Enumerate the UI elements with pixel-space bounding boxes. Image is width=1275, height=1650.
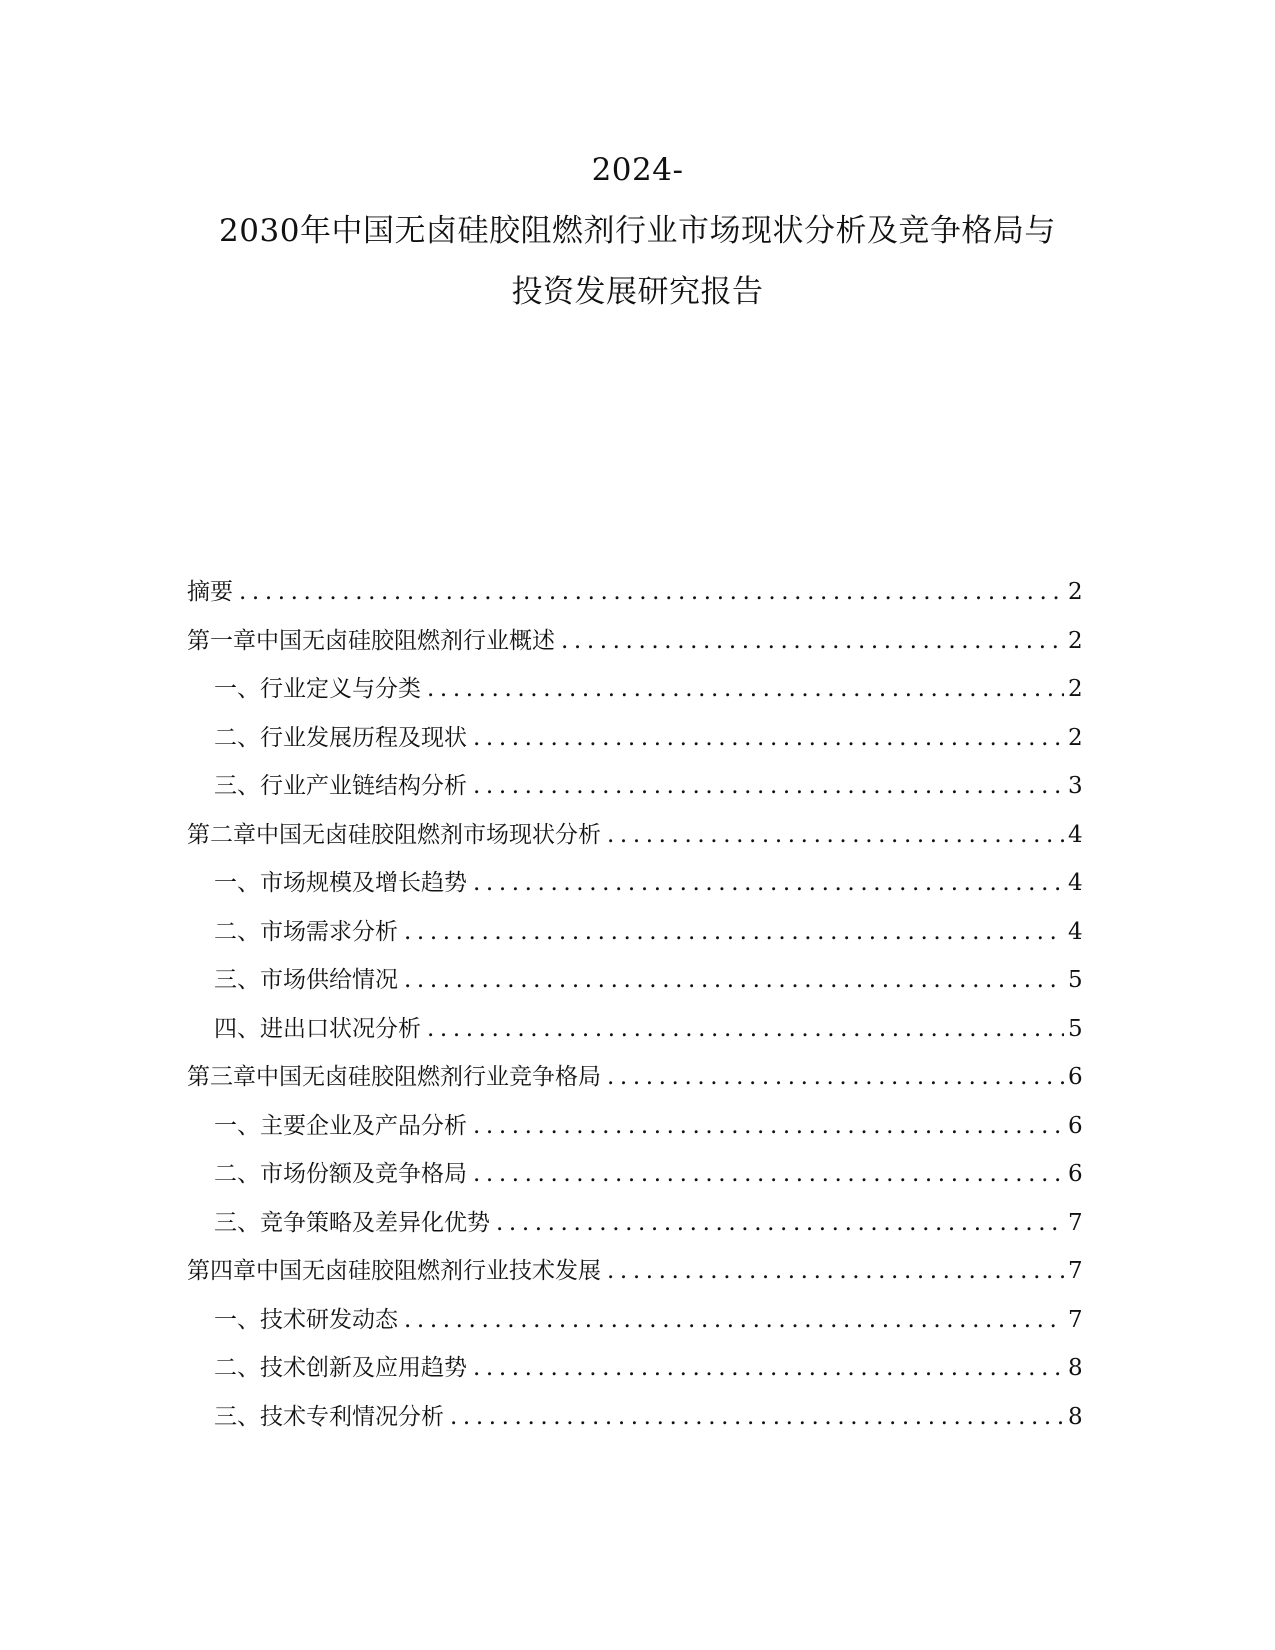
toc-entry[interactable] — [187, 1199, 1082, 1248]
toc-entry-page-number: 2 — [1068, 724, 1083, 751]
toc-entry-number: 一、 — [214, 676, 260, 702]
toc-entry-page-number: 2 — [1068, 627, 1083, 654]
toc-entry-label: 主要企业及产品分析 — [260, 1112, 467, 1139]
toc-dot-leader — [473, 1102, 1064, 1151]
toc-entry-number: 三、 — [214, 1403, 260, 1430]
toc-entry-number: 三、 — [214, 967, 260, 993]
toc-entry-number: 二、 — [214, 1355, 260, 1381]
toc-dot-leader — [427, 1005, 1064, 1054]
toc-entry-label: 市场需求分析 — [260, 918, 398, 945]
toc-entry-label: 技术研发动态 — [260, 1306, 398, 1333]
toc-dot-leader — [427, 665, 1064, 714]
toc-entry-label: 市场份额及竞争格局 — [260, 1161, 467, 1187]
toc-entry-number: 一、 — [214, 1306, 260, 1333]
toc-entry-page-number: 4 — [1068, 870, 1083, 896]
toc-entry-label: 技术专利情况分析 — [260, 1403, 444, 1430]
toc-entry-number: 二、 — [214, 724, 260, 751]
toc-entry[interactable] — [187, 1150, 1082, 1199]
toc-dot-leader — [496, 1199, 1064, 1248]
toc-entry-page-number: 5 — [1068, 1015, 1083, 1042]
toc-dot-leader — [607, 1247, 1064, 1296]
toc-entry-number: 一、 — [214, 1112, 260, 1139]
toc-dot-leader — [473, 762, 1064, 811]
toc-entry-number: 第一章 — [187, 627, 256, 654]
toc-entry-label: 竞争策略及差异化优势 — [260, 1209, 490, 1236]
toc-entry-label: 进出口状况分析 — [260, 1015, 421, 1042]
toc-entry[interactable] — [187, 1005, 1082, 1054]
toc-entry-number: 二、 — [214, 918, 260, 945]
toc-entry-label: 行业发展历程及现状 — [260, 724, 467, 751]
toc-entry-page-number: 4 — [1068, 918, 1083, 945]
toc-entry[interactable] — [187, 1247, 1082, 1296]
toc-dot-leader — [404, 908, 1064, 957]
toc-entry-page-number: 7 — [1068, 1258, 1083, 1284]
toc-entry-label: 中国无卤硅胶阻燃剂行业技术发展 — [256, 1258, 601, 1284]
toc-entry-number: 四、 — [214, 1015, 260, 1042]
toc-dot-leader — [561, 617, 1064, 666]
toc-entry[interactable] — [187, 956, 1082, 1005]
toc-entry-number: 第三章 — [187, 1064, 256, 1090]
toc-entry-label: 技术创新及应用趋势 — [260, 1355, 467, 1381]
toc-entry-page-number: 2 — [1068, 579, 1083, 605]
toc-dot-leader — [473, 714, 1064, 763]
toc-dot-leader — [404, 956, 1064, 1005]
title-line-3: 投资发展研究报告 — [511, 274, 764, 310]
toc-entry-number: 第二章 — [187, 821, 256, 848]
toc-entry-page-number: 8 — [1068, 1355, 1083, 1381]
toc-entry-page-number: 2 — [1068, 676, 1083, 702]
toc-entry-label: 市场规模及增长趋势 — [260, 870, 467, 896]
toc-entry-page-number: 7 — [1068, 1306, 1083, 1333]
toc-entry-number: 三、 — [214, 1209, 260, 1236]
toc-dot-leader — [239, 568, 1064, 617]
toc-entry-number: 第四章 — [187, 1258, 256, 1284]
toc-entry[interactable] — [187, 762, 1082, 811]
toc-entry-number: 一、 — [214, 870, 260, 896]
toc-dot-leader — [450, 1393, 1064, 1442]
toc-entry[interactable] — [187, 1296, 1082, 1345]
toc-entry-number: 三、 — [214, 773, 260, 799]
toc-entry-page-number: 8 — [1068, 1403, 1083, 1430]
toc-entry-label: 中国无卤硅胶阻燃剂市场现状分析 — [256, 821, 601, 848]
title-line-1: 2024- — [591, 152, 684, 188]
toc-entry-number: 二、 — [214, 1161, 260, 1187]
toc-entry-label: 摘要 — [187, 579, 233, 605]
toc-entry-label: 行业产业链结构分析 — [260, 773, 467, 799]
toc-entry-label: 中国无卤硅胶阻燃剂行业竞争格局 — [256, 1064, 601, 1090]
toc-dot-leader — [473, 1150, 1064, 1199]
toc-entry[interactable] — [187, 1102, 1082, 1151]
toc-entry-label: 中国无卤硅胶阻燃剂行业概述 — [256, 627, 555, 654]
toc-entry-page-number: 6 — [1068, 1161, 1083, 1187]
table-of-contents — [187, 568, 1082, 1441]
toc-dot-leader — [607, 1053, 1064, 1102]
toc-dot-leader — [404, 1296, 1064, 1345]
toc-dot-leader — [607, 811, 1064, 860]
toc-entry[interactable] — [187, 1053, 1082, 1102]
toc-entry-page-number: 6 — [1068, 1064, 1083, 1090]
toc-entry-page-number: 5 — [1068, 967, 1083, 993]
toc-entry-page-number: 4 — [1068, 821, 1083, 848]
report-title — [0, 140, 1275, 323]
toc-dot-leader — [473, 859, 1064, 908]
toc-entry[interactable] — [187, 714, 1082, 763]
toc-entry[interactable] — [187, 1344, 1082, 1393]
toc-entry[interactable] — [187, 1393, 1082, 1442]
toc-entry-label: 市场供给情况 — [260, 967, 398, 993]
toc-entry-page-number: 3 — [1068, 773, 1083, 799]
toc-dot-leader — [473, 1344, 1064, 1393]
title-line-2: 2030年中国无卤硅胶阻燃剂行业市场现状分析及竞争格局与 — [219, 213, 1056, 249]
toc-entry[interactable] — [187, 811, 1082, 860]
toc-entry[interactable] — [187, 908, 1082, 957]
toc-entry[interactable] — [187, 665, 1082, 714]
toc-entry[interactable] — [187, 617, 1082, 666]
toc-entry-label: 行业定义与分类 — [260, 676, 421, 702]
toc-entry-page-number: 7 — [1068, 1209, 1083, 1236]
toc-entry[interactable] — [187, 568, 1082, 617]
toc-entry-page-number: 6 — [1068, 1112, 1083, 1139]
toc-entry[interactable] — [187, 859, 1082, 908]
